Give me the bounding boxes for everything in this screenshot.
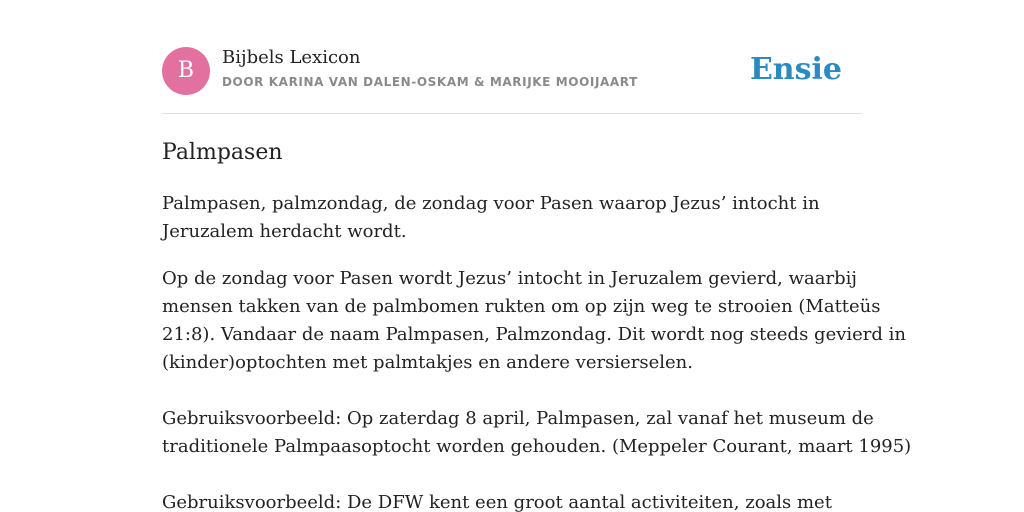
entry-title: Palmpasen [162, 140, 283, 165]
line-break [162, 377, 862, 405]
description-line: 21:8). Vandaar de naam Palmpasen, Palmzondag. Dit wordt nog steeds gevierd in [162, 324, 906, 345]
definition-line: Palmpasen, palmzondag, de zondag voor Pasen waarop Jezus’ intocht in [162, 193, 820, 214]
ensie-logo[interactable]: Ensie [749, 52, 842, 87]
lexicon-header [162, 47, 862, 95]
description-line: Op de zondag voor Pasen wordt Jezus’ intocht in Jeruzalem gevierd, waarbij [162, 268, 857, 289]
line-break [162, 461, 862, 489]
definition-paragraph [162, 190, 862, 246]
lexicon-avatar[interactable]: B [162, 47, 210, 95]
entry-body [162, 190, 912, 512]
header-divider [162, 113, 862, 114]
definition-line: Jeruzalem herdacht wordt. [162, 221, 407, 242]
description-paragraph [162, 265, 912, 512]
example-line: Gebruiksvoorbeeld: De DFW kent een groot aantal activiteiten, zoals met [162, 492, 832, 512]
lexicon-title-link[interactable]: Bijbels Lexicon [222, 47, 361, 68]
description-line: mensen takken van de palmbomen rukten om op zijn weg te strooien (Matteüs [162, 296, 881, 317]
description-line: (kinder)optochten met palmtakjes en andere versierselen. [162, 352, 693, 373]
lexicon-authors: DOOR KARINA VAN DALEN-OSKAM & MARIJKE MOOIJAART [222, 75, 638, 89]
example-line: Gebruiksvoorbeeld: Op zaterdag 8 april, Palmpasen, zal vanaf het museum de [162, 408, 874, 429]
example-line: traditionele Palmpaasoptocht worden gehouden. (Meppeler Courant, maart 1995) [162, 436, 912, 457]
